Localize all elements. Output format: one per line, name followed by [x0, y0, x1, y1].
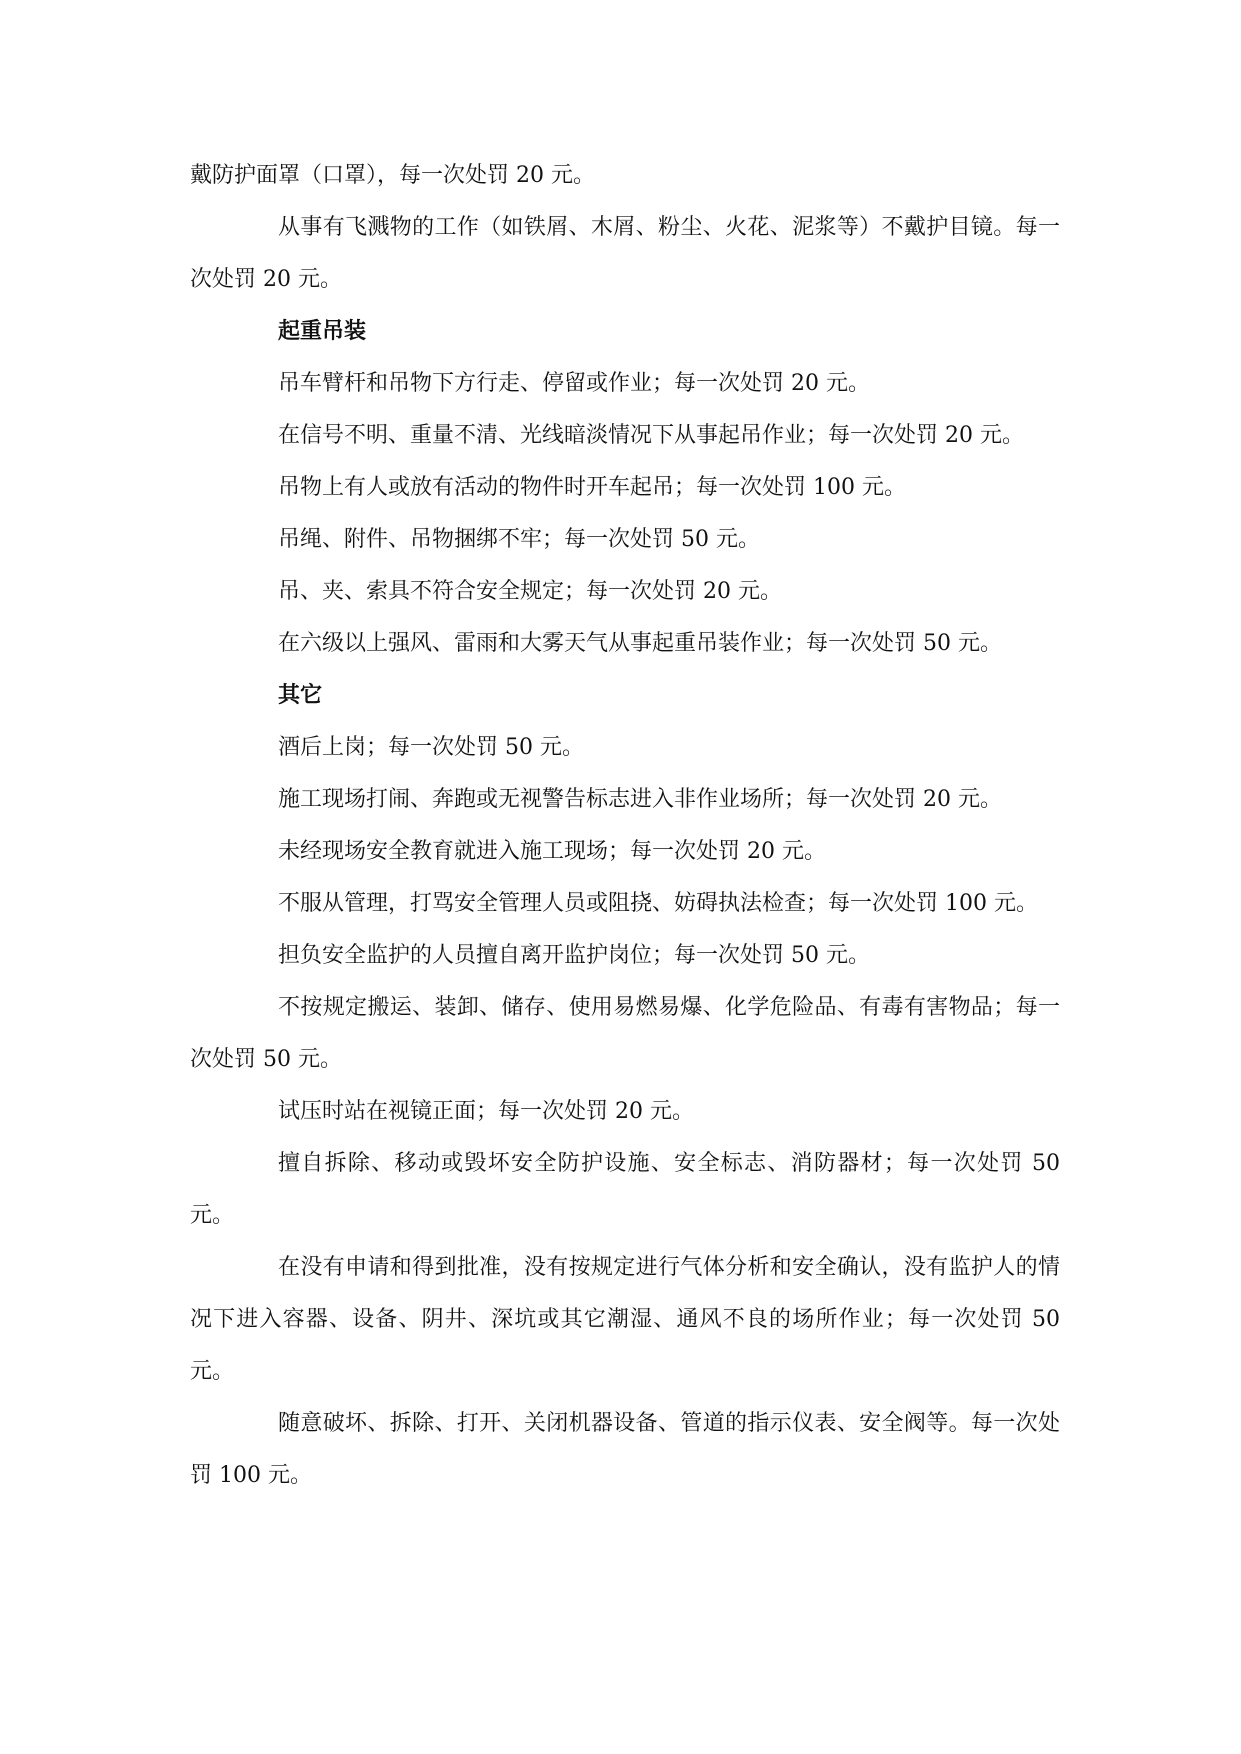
paragraph: 试压时站在视镜正面；每一次处罚 20 元。 [278, 1099, 694, 1124]
paragraph: 随意破坏、拆除、打开、关闭机器设备、管道的指示仪表、安全阀等。每一次处罚 100 元。 [190, 1411, 1060, 1488]
paragraph: 不按规定搬运、装卸、储存、使用易燃易爆、化学危险品、有毒有害物品；每一次处罚 50 元。 [190, 995, 1060, 1072]
paragraph: 不服从管理，打骂安全管理人员或阻挠、妨碍执法检查；每一次处罚 100 元。 [278, 891, 1038, 916]
paragraph: 吊物上有人或放有活动的物件时开车起吊；每一次处罚 100 元。 [278, 475, 906, 500]
paragraph: 在信号不明、重量不清、光线暗淡情况下从事起吊作业；每一次处罚 20 元。 [278, 423, 1024, 448]
paragraph: 吊车臂杆和吊物下方行走、停留或作业；每一次处罚 20 元。 [278, 371, 870, 396]
paragraph: 吊绳、附件、吊物捆绑不牢；每一次处罚 50 元。 [278, 527, 760, 552]
paragraph-continued: 戴防护面罩（口罩），每一次处罚 20 元。 [190, 163, 595, 188]
paragraph: 吊、夹、索具不符合安全规定；每一次处罚 20 元。 [278, 579, 782, 604]
section-heading-other: 其它 [278, 683, 323, 708]
paragraph: 在六级以上强风、雷雨和大雾天气从事起重吊装作业；每一次处罚 50 元。 [278, 631, 1002, 656]
document-page [190, 150, 1060, 1502]
paragraph: 擅自拆除、移动或毁坏安全防护设施、安全标志、消防器材；每一次处罚 50 元。 [190, 1151, 1060, 1228]
paragraph: 未经现场安全教育就进入施工现场；每一次处罚 20 元。 [278, 839, 826, 864]
paragraph: 施工现场打闹、奔跑或无视警告标志进入非作业场所；每一次处罚 20 元。 [278, 787, 1002, 812]
paragraph: 在没有申请和得到批准，没有按规定进行气体分析和安全确认，没有监护人的情况下进入容器、设备、阴井、深坑或其它潮湿、通风不良的场所作业；每一次处罚 50 元。 [190, 1255, 1060, 1384]
paragraph: 从事有飞溅物的工作（如铁屑、木屑、粉尘、火花、泥浆等）不戴护目镜。每一次处罚 20 元。 [190, 215, 1060, 292]
section-heading-lifting: 起重吊装 [278, 319, 367, 344]
paragraph: 酒后上岗；每一次处罚 50 元。 [278, 735, 584, 760]
paragraph: 担负安全监护的人员擅自离开监护岗位；每一次处罚 50 元。 [278, 943, 870, 968]
